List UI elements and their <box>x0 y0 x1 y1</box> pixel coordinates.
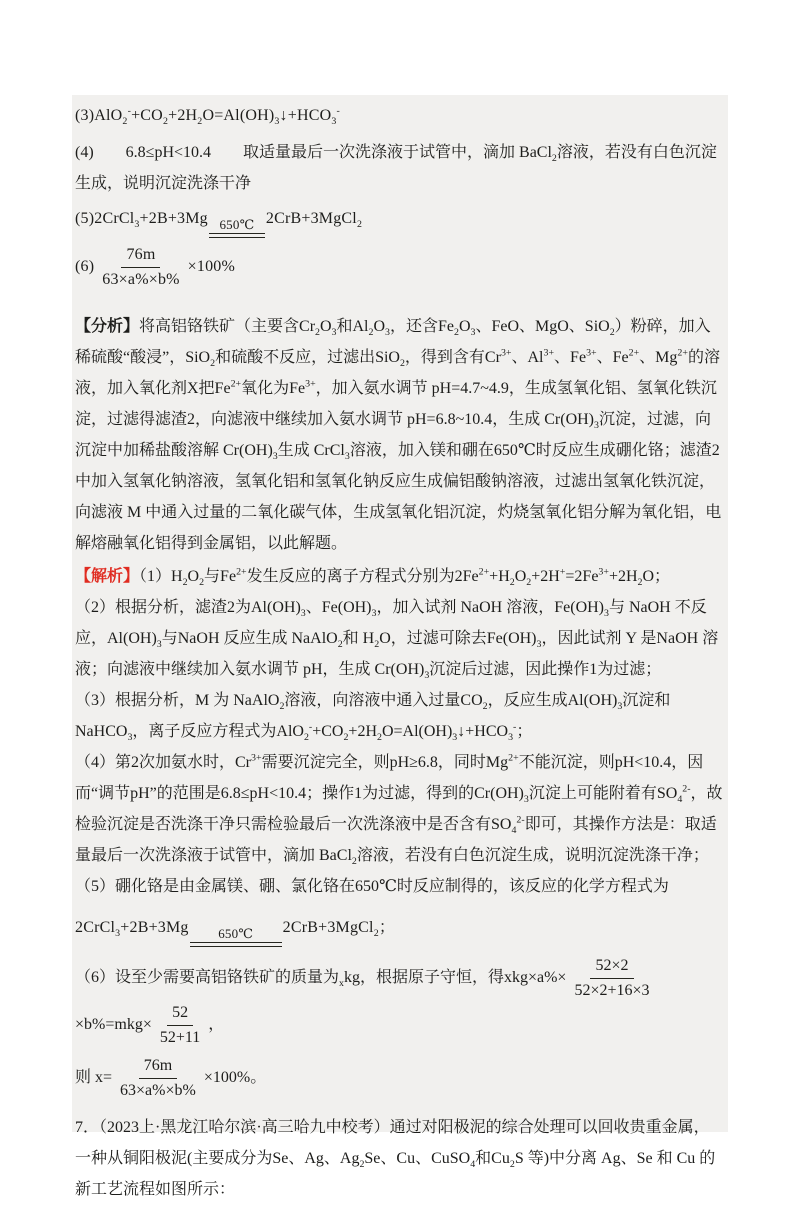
question-7: 7．（2023上·黑龙江哈尔滨·高三哈九中校考）通过对阳极泥的综合处理可以回收贵重金属，一种从铜阳极泥(主要成分为Se、Ag、$Ag_2Se$、Cu、CuSO$_4$和$Cu_2S$ 等)中分离 Ag、Se 和 Cu 的新工艺流程如图所示： <box>75 1119 716 1198</box>
analysis-paragraph <box>75 311 725 559</box>
fraction-numerator: 76m <box>139 1055 177 1079</box>
explanation-paragraph-5: （5）硼化铬是由金属镁、硼、氯化铬在650℃时反应制得的，该反应的化学方程式为 <box>75 878 669 895</box>
fraction-numerator: 76m <box>121 244 160 268</box>
explanation-paragraph-2: （2）根据分析，滤渣2为$Al(OH)_3$、$Fe(OH)_3$，加入试剂 NaOH 溶液，$Fe(OH)_3$与 NaOH 不反应，$Al(OH)_3$与NaOH 反应生成 NaAlO$_2$和 $H_2O$，过滤可除去$Fe(OH)_3$，因此试剂 Y 是NaOH 溶液；向滤液中继续加入氨水调节 pH，生成 $Cr(OH)_3$沉淀后过滤，因此操作1为过滤； <box>75 599 719 682</box>
explanation-equation-5 <box>75 912 725 947</box>
fraction-numerator: 52×2 <box>590 955 633 979</box>
conclusion-text: ×100%。 <box>203 1069 267 1087</box>
reaction-condition <box>190 927 282 947</box>
equation-left-side: 2CrCl$_3$+2B+3Mg <box>75 919 189 940</box>
fraction-denominator: 63×a%×b% <box>102 271 180 288</box>
explanation-paragraph-4: （4）第2次加氨水时，$Cr^{3+}$需要沉淀完全，则pH≥6.8，同时$Mg^{2+}$不能沉淀，则pH<10.4，因而“调节pH”的范围是6.8≤pH<10.4；操作1为过滤，得到的$Cr(OH)_3$沉淀上可能附着有$SO_4^{2-}$，故检验沉淀是否洗涤干净只需检验最后一次洗涤液中是否含有$SO_4^{2-}$即可，其操作方法是：取适量最后一次洗涤液于试管中，滴加 BaCl$_2$溶液，若没有白色沉淀生成，说明沉淀洗涤干净； <box>75 752 723 868</box>
explanation-conclusion <box>75 1055 725 1102</box>
fraction <box>97 244 184 291</box>
document-page <box>72 95 728 1198</box>
fraction-denominator: 63×a%×b% <box>120 1082 196 1099</box>
fraction <box>155 1002 205 1049</box>
condition-temperature: 650℃ <box>219 217 255 232</box>
explanation-paragraph-3: （3）根据分析，M 为 NaAlO$_2$溶液，向溶液中通入过量$CO_2$，反应生成$Al(OH)_3$沉淀和 NaHCO$_3$，离子反应方程式为$AlO_2^-+CO_2+2H_2O=Al(OH)_3↓+HCO_3^-$； <box>75 692 671 744</box>
expression-index: (6) <box>75 258 95 276</box>
explanation-paragraph-1 <box>75 561 725 592</box>
conclusion-text: 则 x= <box>75 1069 113 1087</box>
equation-right-side: 2CrB+3MgCl$_2$； <box>282 919 396 940</box>
fraction-numerator: 52 <box>167 1002 193 1026</box>
answer-equation-3: $(3)AlO_2^-+CO_2+2H_2O=Al(OH)_3↓+HCO_3^-$ <box>75 105 341 128</box>
step-6-text: ×b%=mkg× <box>75 1016 152 1034</box>
expression-suffix: ×100% <box>187 258 236 276</box>
explanation-step-1: $(1)H_2O_2$与$Fe^{2+}$发生反应的离子方程式分别为$2Fe^{2+}+H_2O_2+2H^+=2Fe^{3+}+2H_2O$； <box>139 566 671 589</box>
fraction-denominator: 52×2+16×3 <box>574 982 650 999</box>
answer-expression-6 <box>75 244 725 291</box>
condition-temperature: 650℃ <box>218 926 254 941</box>
answer-line-4: (4) 6.8≤pH<10.4 取适量最后一次洗涤液于试管中，滴加 BaCl$_2$溶液，若没有白色沉淀生成，说明沉淀洗涤干净 <box>75 144 717 192</box>
fraction <box>115 1055 201 1102</box>
equation-left-side: (5)2CrCl$_3$+2B+3Mg <box>75 210 208 231</box>
step-6-text: （6）设至少需要高铝铬铁矿的质量为$_x$kg，根据原子守恒，得xkg×a%× <box>75 969 567 990</box>
double-bond-line <box>190 942 282 947</box>
step-6-text: ， <box>208 1016 225 1034</box>
double-bond-line <box>209 233 265 238</box>
fraction-denominator: 52+11 <box>159 1029 201 1046</box>
answer-equation-5 <box>75 203 725 238</box>
analysis-text: 将高铝铬铁矿（主要含$Cr_2O_3$和$Al_2O_3$，还含$Fe_2O_3$、FeO、MgO、SiO$_2$）粉碎，加入稀硫酸“酸浸”，SiO$_2$和硫酸不反应，过滤出SiO$_2$，得到含有$Cr^{3+}$、$Al^{3+}$、$Fe^{3+}$、$Fe^{2+}$、$Mg^{2+}$的溶液，加入氧化剂X把$Fe^{2+}$氧化为$Fe^{3+}$，加入氨水调节 pH=4.7~4.9，生成氢氧化铝、氢氧化铁沉淀，过滤得滤渣2，向滤液中继续加入氨水调节 pH=6.8~10.4，生成 $Cr(OH)_3$沉淀，过滤，向沉淀中加稀盐酸溶解 $Cr(OH)_3$生成 CrCl$_3$溶液，加入镁和硼在650℃时反应生成硼化铬；滤渣2中加入氢氧化钠溶液，氢氧化铝和氢氧化钠反应生成偏铝酸钠溶液，过滤出氢氧化铁沉淀，向滤液 M 中通入过量的二氧化碳气体，生成氢氧化铝沉淀，灼烧氢氧化铝分解为氧化铝，电解熔融氧化铝得到金属铝，以此解题。 <box>75 318 722 552</box>
reaction-condition <box>209 218 265 238</box>
analysis-label: 【分析】 <box>75 318 140 335</box>
fraction <box>569 955 654 1002</box>
equation-right-side: 2CrB+3MgCl$_2$ <box>265 210 363 231</box>
explanation-label: 【解析】 <box>75 568 140 585</box>
explanation-paragraph-6 <box>75 955 725 1049</box>
